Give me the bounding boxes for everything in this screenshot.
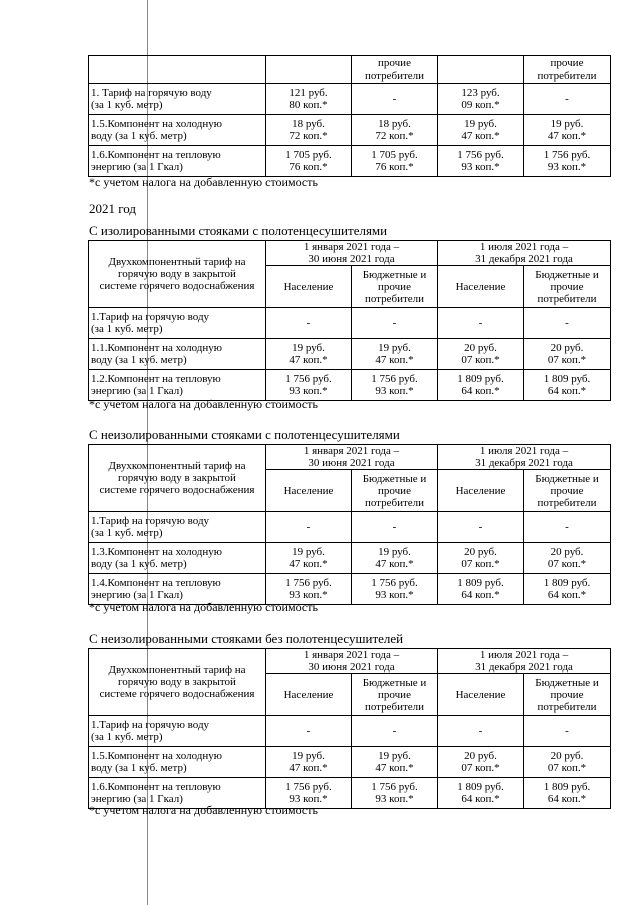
value-cell: 1 809 руб. 64 коп.* [438, 574, 524, 605]
value-cell: 20 руб. 07 коп.* [524, 339, 611, 370]
year-heading: 2021 год [89, 201, 136, 216]
tariff-type-header: Двухкомпонентный тариф на горячую воду в закрытой системе горячего водоснабжения [89, 241, 266, 308]
value-cell: - [438, 308, 524, 339]
consumer-header: Население [266, 470, 352, 512]
table-row [89, 716, 611, 747]
value-cell: - [352, 84, 438, 115]
value-cell: 123 руб. 09 коп.* [438, 84, 524, 115]
table-row [89, 308, 611, 339]
consumer-header: Бюджетные и прочие потребители [352, 470, 438, 512]
footnote: *с учетом налога на добавленную стоимость [89, 397, 318, 411]
value-cell: - [352, 716, 438, 747]
row-label: 1.Тариф на горячую воду (за 1 куб. метр) [89, 716, 266, 747]
header-cell [438, 56, 524, 84]
value-cell: - [266, 716, 352, 747]
value-cell: - [438, 512, 524, 543]
consumer-header: Население [438, 674, 524, 716]
value-cell: 1 809 руб. 64 коп.* [524, 574, 611, 605]
value-cell: 1 756 руб. 93 коп.* [352, 370, 438, 401]
value-cell: - [524, 84, 611, 115]
consumer-header: Бюджетные и прочие потребители [524, 266, 611, 308]
consumer-header: Бюджетные и прочие потребители [352, 266, 438, 308]
row-label: 1. Тариф на горячую воду (за 1 куб. метр) [89, 84, 266, 115]
value-cell: 19 руб. 47 коп.* [352, 543, 438, 574]
consumer-header: Население [438, 470, 524, 512]
value-cell: 121 руб. 80 коп.* [266, 84, 352, 115]
period-header: 1 января 2021 года – 30 июня 2021 года [266, 445, 438, 470]
footnote: *с учетом налога на добавленную стоимость [89, 175, 318, 189]
tariff-table [88, 240, 611, 401]
value-cell: 1 705 руб. 76 коп.* [266, 146, 352, 177]
value-cell: - [524, 512, 611, 543]
value-cell: 1 756 руб. 93 коп.* [352, 574, 438, 605]
value-cell: - [266, 308, 352, 339]
value-cell: 1 756 руб. 93 коп.* [266, 574, 352, 605]
table-row [89, 747, 611, 778]
value-cell: - [266, 512, 352, 543]
value-cell: 19 руб. 47 коп.* [266, 543, 352, 574]
tariff-type-header: Двухкомпонентный тариф на горячую воду в закрытой системе горячего водоснабжения [89, 649, 266, 716]
value-cell: 1 756 руб. 93 коп.* [524, 146, 611, 177]
row-label: 1.5.Компонент на холодную воду (за 1 куб. метр) [89, 747, 266, 778]
table-header-row [89, 445, 611, 470]
section-title: С неизолированными стояками без полотенцесушителей [89, 631, 404, 646]
value-cell: - [524, 308, 611, 339]
section-title: С изолированными стояками с полотенцесушителями [89, 223, 388, 238]
tariff-table-2020 [88, 55, 611, 177]
header-cell: прочие потребители [524, 56, 611, 84]
value-cell: 20 руб. 07 коп.* [438, 543, 524, 574]
value-cell: - [524, 716, 611, 747]
tariff-type-header: Двухкомпонентный тариф на горячую воду в закрытой системе горячего водоснабжения [89, 445, 266, 512]
value-cell: 1 756 руб. 93 коп.* [266, 370, 352, 401]
value-cell: 1 809 руб. 64 коп.* [438, 778, 524, 809]
value-cell: 19 руб. 47 коп.* [438, 115, 524, 146]
value-cell: - [352, 512, 438, 543]
value-cell: 18 руб. 72 коп.* [352, 115, 438, 146]
table-row [89, 543, 611, 574]
value-cell: 20 руб. 07 коп.* [438, 339, 524, 370]
value-cell: 1 756 руб. 93 коп.* [438, 146, 524, 177]
header-cell: прочие потребители [352, 56, 438, 84]
table-row [89, 84, 611, 115]
row-label: 1.4.Компонент на тепловую энергию (за 1 Гкал) [89, 574, 266, 605]
tariff-table [88, 444, 611, 605]
section-title: С неизолированными стояками с полотенцесушителями [89, 427, 400, 442]
consumer-header: Население [266, 266, 352, 308]
value-cell: 19 руб. 47 коп.* [352, 747, 438, 778]
consumer-header: Бюджетные и прочие потребители [524, 470, 611, 512]
table-header-row [89, 649, 611, 674]
row-label: 1.6.Компонент на тепловую энергию (за 1 Гкал) [89, 146, 266, 177]
header-cell [266, 56, 352, 84]
row-label: 1.Тариф на горячую воду (за 1 куб. метр) [89, 512, 266, 543]
value-cell: - [438, 716, 524, 747]
row-label: 1.1.Компонент на холодную воду (за 1 куб. метр) [89, 339, 266, 370]
table-header-row [89, 56, 611, 84]
row-label: 1.3.Компонент на холодную воду (за 1 куб. метр) [89, 543, 266, 574]
value-cell: 1 705 руб. 76 коп.* [352, 146, 438, 177]
consumer-header: Бюджетные и прочие потребители [352, 674, 438, 716]
value-cell: 1 756 руб. 93 коп.* [266, 778, 352, 809]
table-row [89, 339, 611, 370]
value-cell: 19 руб. 47 коп.* [266, 747, 352, 778]
value-cell: 19 руб. 47 коп.* [266, 339, 352, 370]
table-row [89, 512, 611, 543]
consumer-header: Бюджетные и прочие потребители [524, 674, 611, 716]
row-label: 1.5.Компонент на холодную воду (за 1 куб. метр) [89, 115, 266, 146]
period-header: 1 июля 2021 года – 31 декабря 2021 года [438, 649, 611, 674]
table-row [89, 115, 611, 146]
value-cell: 19 руб. 47 коп.* [524, 115, 611, 146]
table-row [89, 146, 611, 177]
period-header: 1 июля 2021 года – 31 декабря 2021 года [438, 445, 611, 470]
period-header: 1 января 2021 года – 30 июня 2021 года [266, 649, 438, 674]
row-label: 1.6.Компонент на тепловую энергию (за 1 Гкал) [89, 778, 266, 809]
period-header: 1 июля 2021 года – 31 декабря 2021 года [438, 241, 611, 266]
footnote: *с учетом налога на добавленную стоимость [89, 803, 318, 817]
value-cell: 1 809 руб. 64 коп.* [524, 778, 611, 809]
period-header: 1 января 2021 года – 30 июня 2021 года [266, 241, 438, 266]
header-cell [89, 56, 266, 84]
value-cell: 20 руб. 07 коп.* [524, 747, 611, 778]
value-cell: 20 руб. 07 коп.* [524, 543, 611, 574]
value-cell: 18 руб. 72 коп.* [266, 115, 352, 146]
value-cell: 1 809 руб. 64 коп.* [438, 370, 524, 401]
value-cell: - [352, 308, 438, 339]
table-header-row [89, 241, 611, 266]
consumer-header: Население [438, 266, 524, 308]
value-cell: 19 руб. 47 коп.* [352, 339, 438, 370]
row-label: 1.Тариф на горячую воду (за 1 куб. метр) [89, 308, 266, 339]
value-cell: 1 809 руб. 64 коп.* [524, 370, 611, 401]
footnote: *с учетом налога на добавленную стоимость [89, 600, 318, 614]
value-cell: 20 руб. 07 коп.* [438, 747, 524, 778]
row-label: 1.2.Компонент на тепловую энергию (за 1 Гкал) [89, 370, 266, 401]
value-cell: 1 756 руб. 93 коп.* [352, 778, 438, 809]
tariff-table [88, 648, 611, 809]
consumer-header: Население [266, 674, 352, 716]
